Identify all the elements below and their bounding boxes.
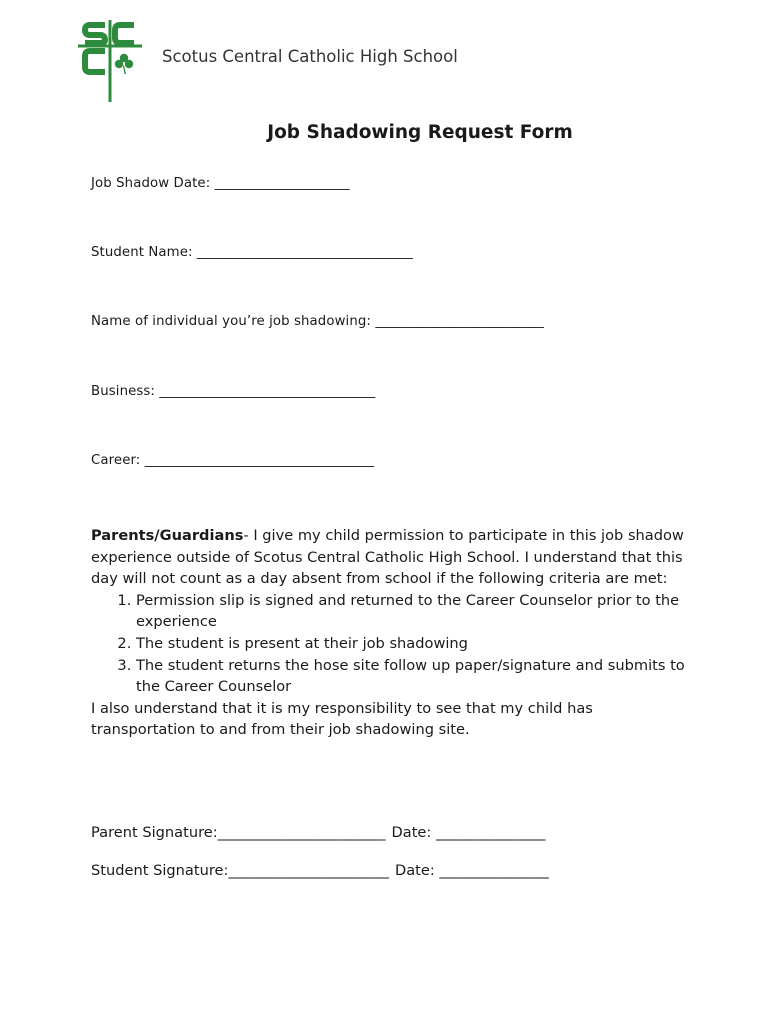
form-title: Job Shadowing Request Form: [267, 122, 573, 143]
scc-logo-icon: [76, 16, 144, 104]
criteria-item: 3. The student returns the hose site follow up paper/signature and submits to the Career Counselor: [136, 655, 691, 698]
criteria-item: 1. Permission slip is signed and returned to the Career Counselor prior to the experience: [136, 590, 691, 633]
criteria-list: [91, 590, 691, 698]
consent-closing: I also understand that it is my responsibility to see that my child has transportation to and from their job shadowing site.: [91, 699, 593, 739]
school-name: Scotus Central Catholic High School: [162, 47, 458, 66]
parent-date-field[interactable]: Date: _______________: [391, 824, 546, 841]
consent-intro-text: - I give my child permission to participate in this job shadow experience outside of Scotus Central Catholic High School. I understand that this day will not count as a day absent from school if the following criteria are met:: [91, 527, 684, 588]
student-signature-field[interactable]: Student Signature:______________________: [91, 862, 389, 879]
student-signature-row: [91, 862, 549, 879]
business-field[interactable]: Business: ________________________________: [91, 384, 376, 399]
individual-name-field[interactable]: Name of individual you’re job shadowing: _________________________: [91, 314, 545, 329]
career-field[interactable]: Career: __________________________________: [91, 453, 375, 468]
consent-intro: [91, 525, 691, 590]
consent-lead: Parents/Guardians: [91, 527, 244, 544]
student-name-field[interactable]: Student Name: ________________________________: [91, 245, 413, 260]
parent-signature-row: [91, 824, 545, 841]
consent-section: [91, 525, 691, 741]
student-date-field[interactable]: Date: _______________: [394, 862, 549, 879]
parent-signature-field[interactable]: Parent Signature:_______________________: [91, 824, 386, 841]
school-logo: [76, 16, 144, 104]
criteria-item: 2. The student is present at their job shadowing: [136, 633, 691, 655]
job-shadow-date-field[interactable]: Job Shadow Date: ____________________: [91, 176, 350, 191]
